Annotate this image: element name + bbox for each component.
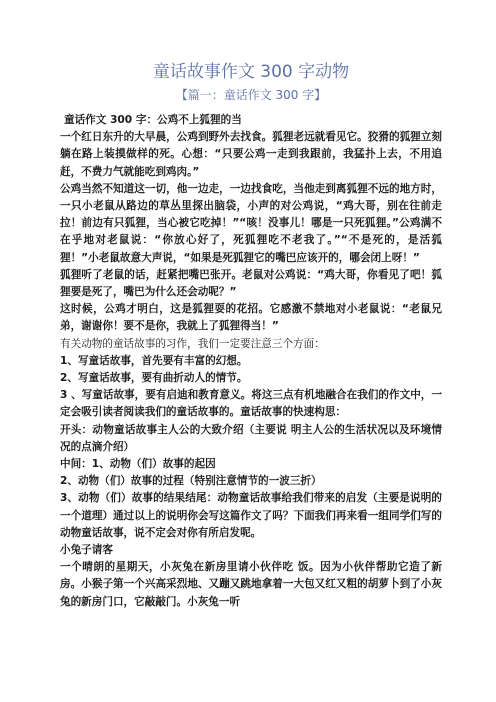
list-item: 2、动物（们）故事的过程（特别注意情节的一波三折） bbox=[60, 475, 322, 488]
paragraph: 一个红日东升的大早晨，公鸡到野外去找食。狐狸老远就看见它。狡猾的狐狸立刻躺在路上装摸做样的死。心想：“只要公鸡一走到我跟前，我猛扑上去，不用追赶，不费力气就能吃到鸡肉。” bbox=[60, 131, 442, 178]
document-title: 童话故事作文 300 字动物 bbox=[152, 62, 350, 82]
document-body bbox=[60, 112, 442, 611]
paragraph: 有关动物的童话故事的习作，我们一定要注意三个方面： bbox=[60, 337, 325, 350]
paragraph: 中间：1、动物（们）故事的起因 bbox=[60, 458, 216, 471]
list-item: 3 、写童话故事，要有启迪和教育意义。将这三点有机地融合在我们的作文中，一定会吸引读者阅读我们的童话故事的。童话故事的快速构思： bbox=[60, 389, 442, 419]
list-item: 1、写童话故事，首先要有丰富的幻想。 bbox=[60, 354, 248, 367]
paragraph: 3、动物（们）故事的结果结尾：动物童话故事给我们带来的启发（主要是说明的一个道理）通过以上的说明你会写这篇作文了吗？下面我们再来看一组同学们写的动物童话故事，说不定会对你有所启发呢。 bbox=[60, 492, 442, 539]
paragraph: 公鸡当然不知道这一切，他一边走，一边找食吃，当他走到离狐狸不远的地方时，一只小老鼠从路边的草丛里探出脑袋，小声的对公鸡说，“鸡大哥，别在往前走拉！前边有只狐狸，当心被它吃掉！”“咳！没事儿！哪是一只死狐狸。”公鸡满不在乎地对老鼠说：“你放心好了，死狐狸吃不老我了。”“不是死的，是活狐狸！”小老鼠故意大声说，“如果是死狐狸它的嘴巴应该开的，哪会闭上呀！” bbox=[60, 182, 442, 264]
paragraph: 狐狸听了老鼠的话，赶紧把嘴巴张开。老鼠对公鸡说：“鸡大哥，你看见了吧！狐狸要是死了，嘴巴为什么还会动呢？” bbox=[60, 268, 442, 299]
story-heading: 童话作文 300 字：公鸡不上狐狸的当 bbox=[64, 114, 242, 126]
story-heading: 小兔子请客 bbox=[60, 544, 113, 557]
paragraph: 一个晴朗的星期天，小灰兔在新房里请小伙伴吃 饭。因为小伙伴帮助它造了新房。小猴子第一个兴高采烈地、又蹦又跳地拿着一大包又红又粗的胡萝卜到了小灰兔的新房门口，它敲敲门。小灰兔一听 bbox=[60, 561, 442, 608]
paragraph: 开头：动物童话故事主人公的大致介绍（主要说 明主人公的生活状况以及环境情况的点滴介绍） bbox=[60, 423, 442, 453]
list-item: 2、写童话故事，要有曲折动人的情节。 bbox=[60, 372, 248, 385]
document-subtitle: 【篇一：童话作文 300 字】 bbox=[175, 88, 327, 102]
paragraph: 这时候，公鸡才明白，这是狐狸耍的花招。它感激不禁地对小老鼠说：“老鼠兄弟，谢谢你！要不是你，我就上了狐狸得当！” bbox=[60, 303, 442, 333]
